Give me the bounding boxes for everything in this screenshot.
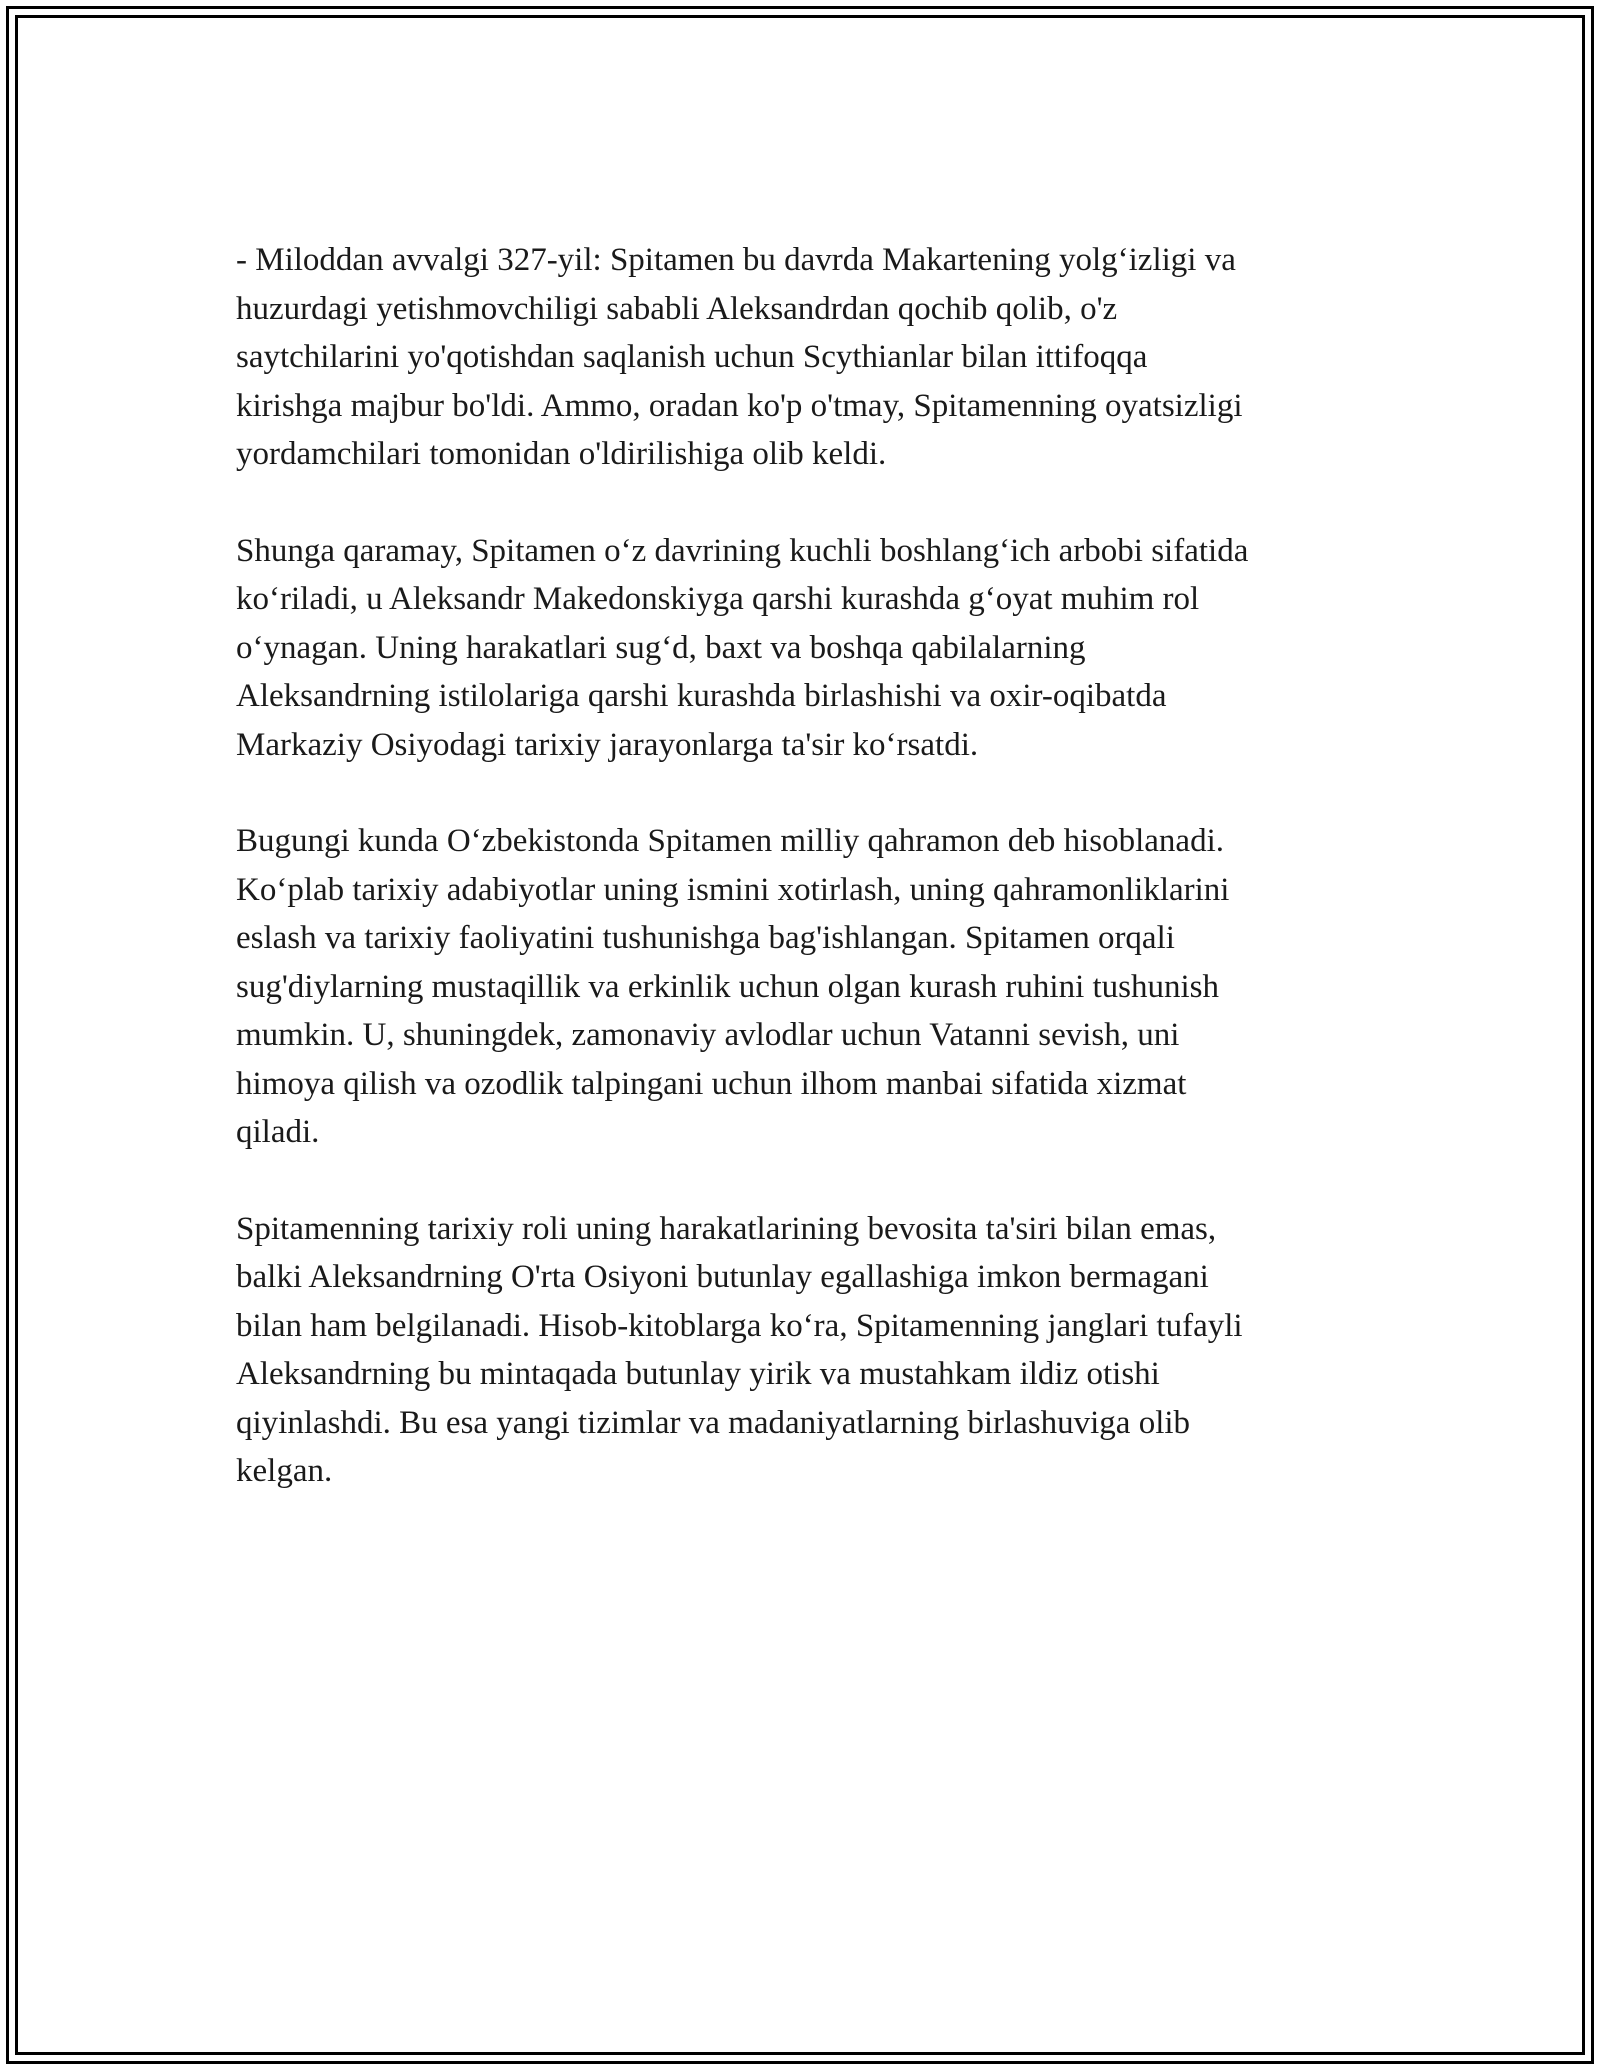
paragraph-3: Bugungi kunda O‘zbekistonda Spitamen milliy qahramon deb hisoblanadi. Ko‘plab tarixiy adabiyotlar uning ismini xotirlash, uning qahramonliklarini eslash va tarixiy faoliyatini tushunishga bag'ishlangan. Spitamen orqali sug'diylarning mustaqillik va erkinlik uchun olgan kurash ruhini tushunish mumkin. U, shuningdek, zamonaviy avlodlar uchun Vatanni sevish, uni himoya qilish va ozodlik talpingani uchun ilhom manbai sifatida xizmat qiladi. [236,823,1230,1150]
paragraph-1: - Miloddan avvalgi 327-yil: Spitamen bu davrda Makartening yolg‘izligi va huzurdagi yetishmovchiligi sababli Aleksandrdan qochib qolib, o'z saytchilarini yo'qotishdan saqlanish uchun Scythianlar bilan ittifoqqa kirishga majbur bo'ldi. Ammo, oradan ko'p o'tmay, Spitamenning oyatsizligi yordamchilari tomonidan o'ldirilishiga olib keldi. [236,242,1243,472]
paragraph-4: Spitamenning tarixiy roli uning harakatlarining bevosita ta'siri bilan emas, balki Aleksandrning O'rta Osiyoni butunlay egallashiga imkon bermagani bilan ham belgilanadi. Hisob-kitoblarga ko‘ra, Spitamenning janglari tufayli Aleksandrning bu mintaqada butunlay yirik va mustahkam ildiz otishi qiyinlashdi. Bu esa yangi tizimlar va madaniyatlarning birlashuviga olib kelgan. [236,1210,1243,1489]
paragraph-2: Shunga qaramay, Spitamen o‘z davrining kuchli boshlang‘ich arbobi sifatida ko‘riladi, u Aleksandr Makedonskiyga qarshi kurashda g‘oyat muhim rol o‘ynagan. Uning harakatlari sug‘d, baxt va boshqa qabilalarning Aleksandrning istilolariga qarshi kurashda birlashishi va oxir-oqibatda Markaziy Osiyodagi tarixiy jarayonlarga ta'sir ko‘rsatdi. [236,532,1249,763]
document-body [236,236,1386,1544]
